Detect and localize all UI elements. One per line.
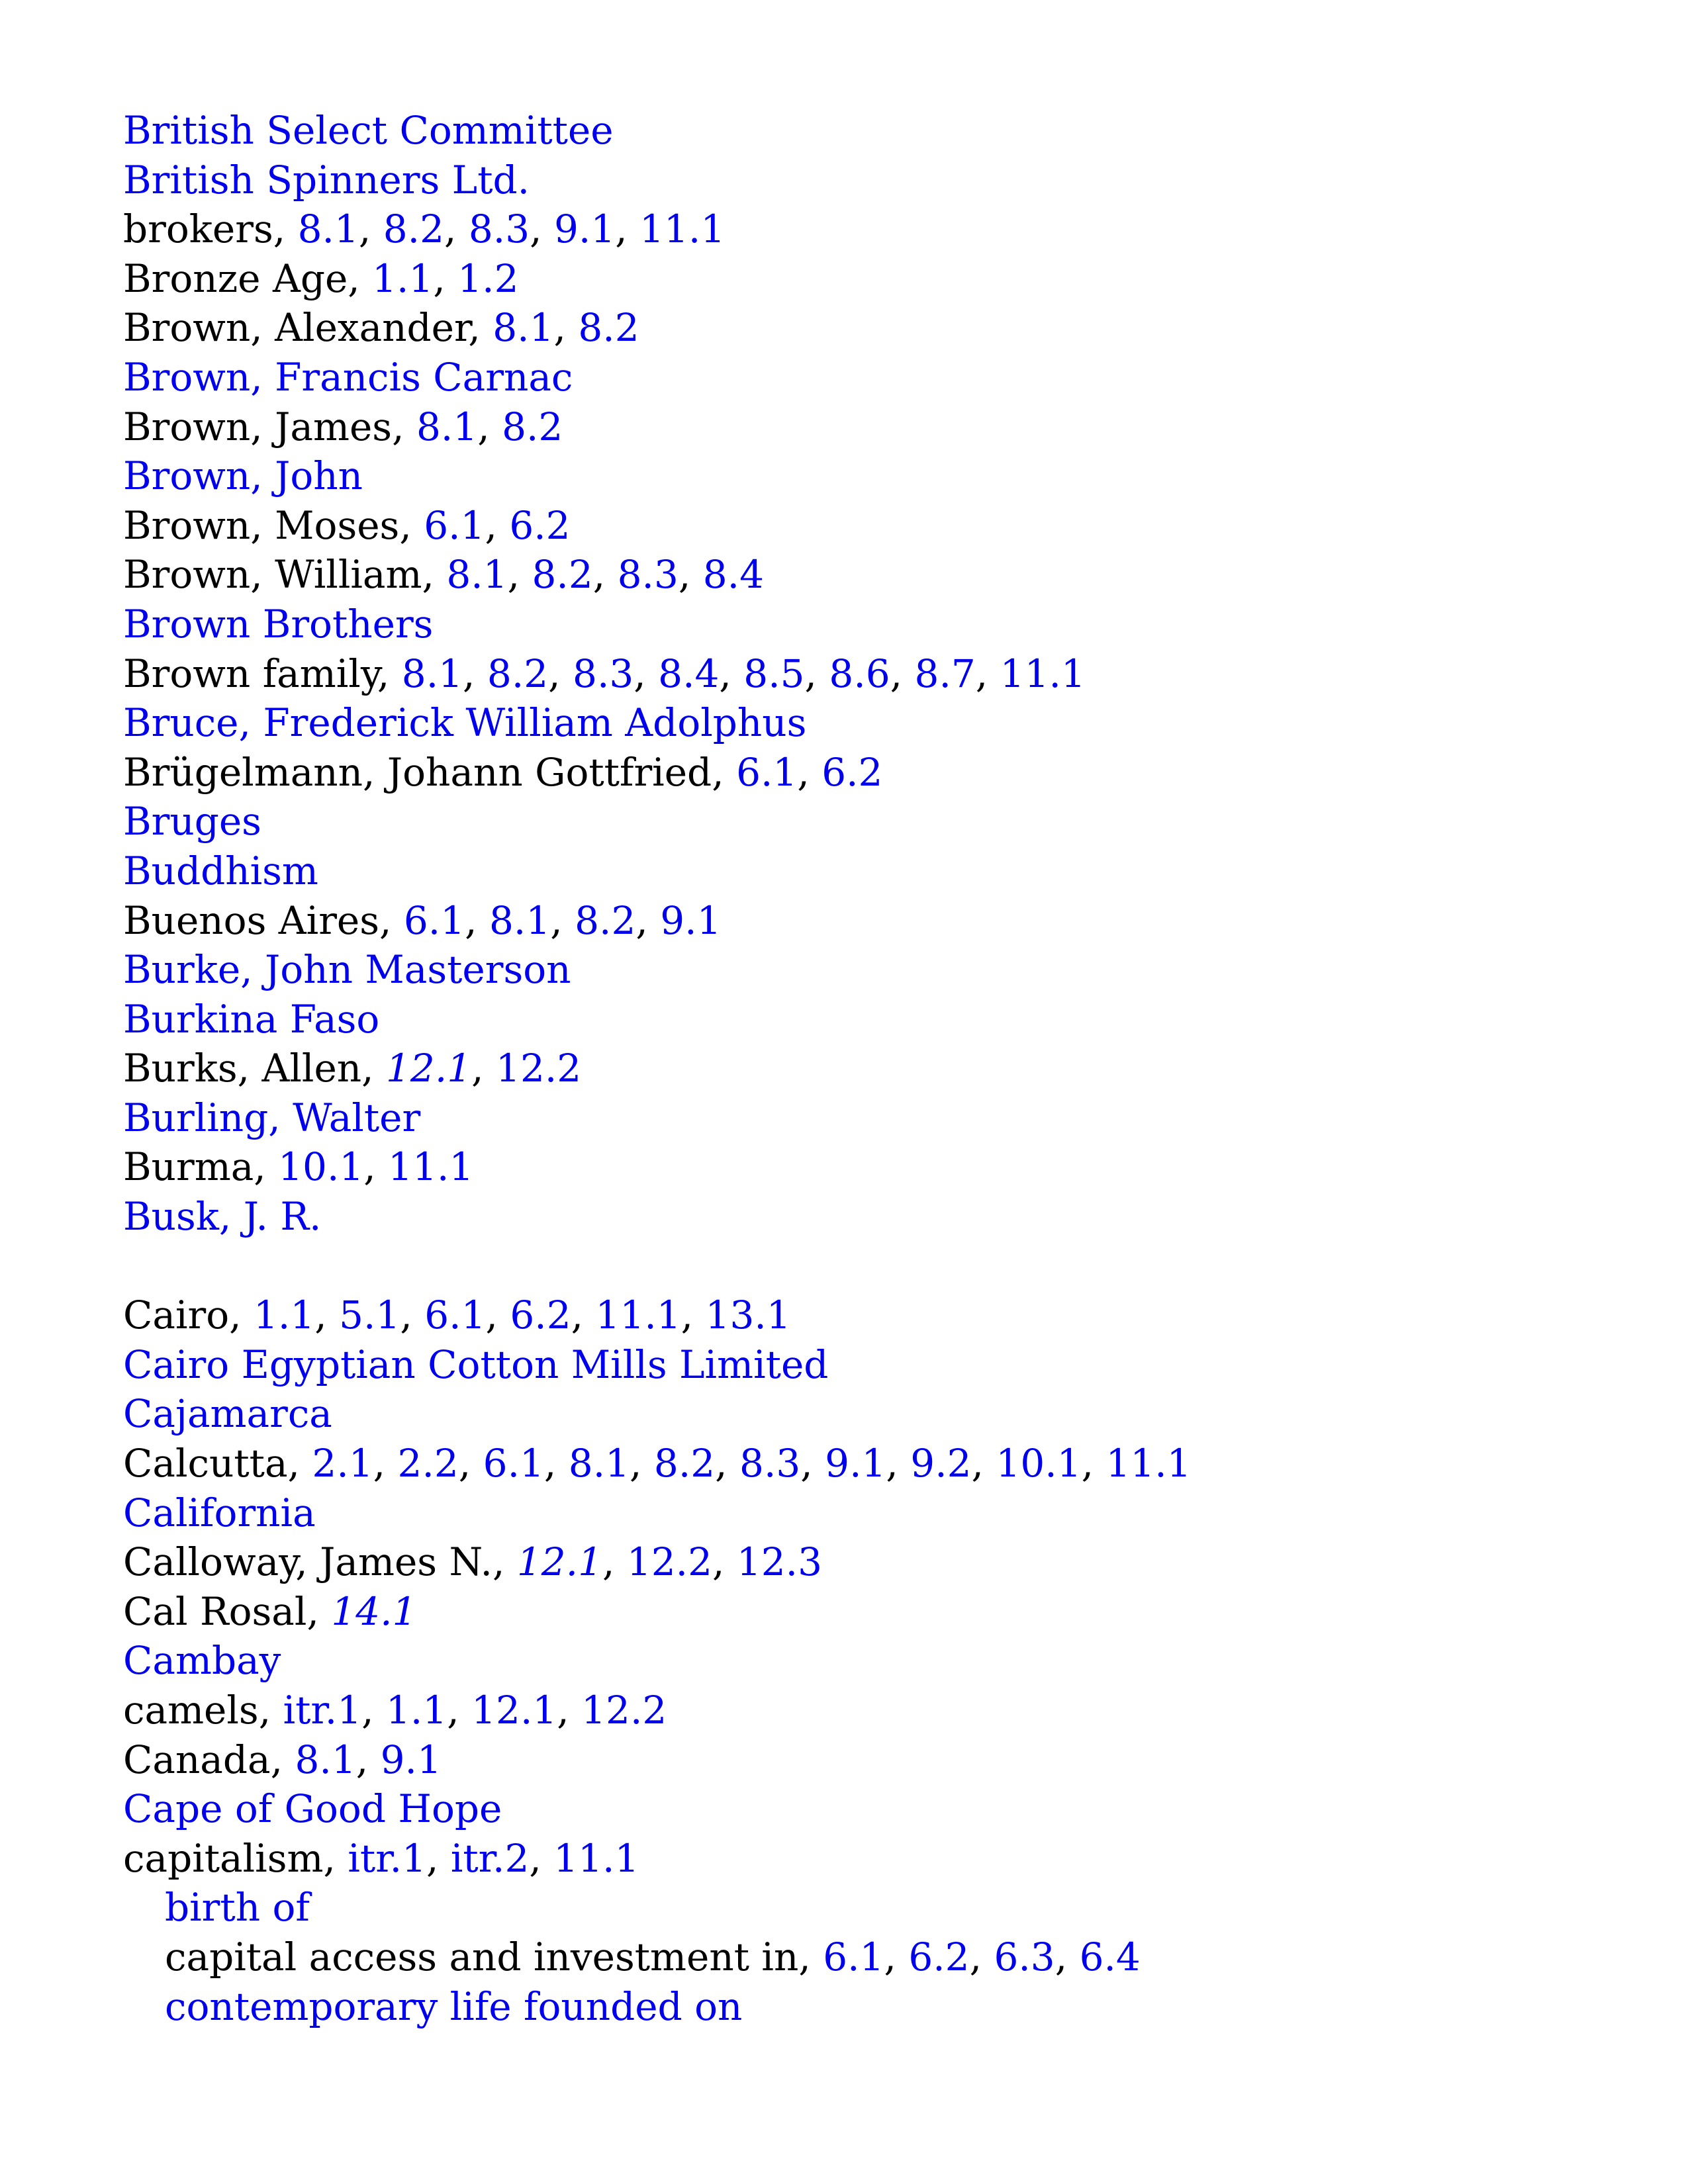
index-term: Brown, James: [123, 404, 393, 449]
index-term: brokers: [123, 206, 273, 252]
index-term: camels: [123, 1688, 259, 1733]
page-reference-link[interactable]: 2.1: [312, 1441, 373, 1486]
page-reference-link[interactable]: 8.1: [489, 897, 551, 943]
page-reference-link[interactable]: 8.2: [653, 1441, 716, 1486]
page-reference-link[interactable]: 9.1: [660, 897, 722, 943]
page-reference-link[interactable]: 9.1: [553, 206, 616, 252]
page-reference-link[interactable]: 10.1: [996, 1441, 1082, 1486]
page-reference-link[interactable]: 1.1: [386, 1688, 447, 1733]
page-reference-link[interactable]: 11.1: [553, 1835, 639, 1881]
index-term-link[interactable]: contemporary life founded on: [165, 1983, 743, 2029]
index-term-link[interactable]: Cairo Egyptian Cotton Mills Limited: [123, 1342, 829, 1387]
index-term-link[interactable]: Brown, John: [123, 453, 363, 499]
index-entry: Brown, Alexander, 8.1, 8.2: [123, 305, 639, 351]
index-term: capitalism: [123, 1835, 324, 1881]
page-reference-link[interactable]: 8.7: [914, 651, 976, 696]
index-entry: capitalism, itr.1, itr.2, 11.1: [123, 1835, 639, 1881]
index-entry: Brown, James, 8.1, 8.2: [123, 404, 563, 449]
page-reference-link[interactable]: 6.1: [823, 1934, 884, 1979]
page-reference-link[interactable]: 12.2: [581, 1688, 667, 1733]
index-subentry: [123, 1883, 1579, 1933]
page-reference-link[interactable]: 9.1: [380, 1737, 442, 1782]
page-reference-link[interactable]: 6.1: [424, 1293, 486, 1338]
index-entry: [123, 1192, 1579, 1242]
index-term-link[interactable]: Buddhism: [123, 848, 318, 893]
page-reference-link[interactable]: 8.3: [739, 1441, 801, 1486]
page-reference-link[interactable]: 12.1: [516, 1539, 602, 1585]
index-entry: [123, 1389, 1579, 1439]
page-reference-link[interactable]: 11.1: [1000, 651, 1086, 696]
index-term-link[interactable]: Cape of Good Hope: [123, 1786, 502, 1832]
index-entry: [123, 600, 1579, 649]
index-term: Calloway, James N.: [123, 1539, 492, 1585]
index-entry: Brown family, 8.1, 8.2, 8.3, 8.4, 8.5, 8.6, 8.7, 11.1: [123, 651, 1086, 696]
page-reference-link[interactable]: 8.3: [573, 651, 634, 696]
page-reference-link[interactable]: 8.2: [575, 897, 636, 943]
index-term-link[interactable]: Bruges: [123, 799, 261, 844]
page-reference-link[interactable]: 8.1: [297, 206, 359, 252]
page-reference-link[interactable]: 8.1: [416, 404, 478, 449]
index-entry: Calloway, James N., 12.1, 12.2, 12.3: [123, 1539, 823, 1585]
index-entry: [123, 1340, 1579, 1390]
page-reference-link[interactable]: 8.1: [446, 552, 508, 598]
index-entry: [123, 353, 1579, 402]
index-entry: [123, 995, 1579, 1044]
page-reference-link[interactable]: 8.1: [568, 1441, 630, 1486]
index-term-link[interactable]: Burling, Walter: [123, 1095, 421, 1140]
page-reference-link[interactable]: 1.2: [457, 255, 519, 301]
index-term: Buenos Aires: [123, 897, 380, 943]
index-entry: Calcutta, 2.1, 2.2, 6.1, 8.1, 8.2, 8.3, 9.1, 9.2, 10.1, 11.1: [123, 1441, 1192, 1486]
page-reference-link[interactable]: 13.1: [705, 1293, 791, 1338]
index-term-link[interactable]: Burke, John Masterson: [123, 947, 571, 993]
index-entry: [123, 1784, 1579, 1834]
index-term: Bronze Age: [123, 255, 348, 301]
letter-group-spacer: [123, 1242, 1579, 1291]
page-reference-link[interactable]: 8.6: [829, 651, 890, 696]
index-term-link[interactable]: California: [123, 1490, 316, 1535]
index-term: Brown, Alexander: [123, 305, 469, 351]
index-entry: [123, 1488, 1579, 1538]
index-entry: Cal Rosal, 14.1: [123, 1588, 417, 1634]
index-term: Brown, William: [123, 552, 422, 598]
page-reference-link[interactable]: 11.1: [1105, 1441, 1192, 1486]
page-reference-link[interactable]: 6.4: [1079, 1934, 1141, 1979]
index-entry: [123, 1093, 1579, 1143]
page-reference-link[interactable]: 2.2: [397, 1441, 459, 1486]
page-reference-link[interactable]: 8.3: [468, 206, 530, 252]
index-term: Brown, Moses: [123, 502, 400, 548]
index-entry: [123, 945, 1579, 995]
page-reference-link[interactable]: itr.1: [348, 1835, 426, 1881]
page-reference-link[interactable]: 11.1: [595, 1293, 681, 1338]
index-term: Cal Rosal: [123, 1588, 307, 1634]
index-entry: [123, 846, 1579, 896]
index-term: Burks, Allen: [123, 1046, 362, 1091]
index-entry: Brown, Moses, 6.1, 6.2: [123, 502, 571, 548]
page-reference-link[interactable]: 1.1: [372, 255, 434, 301]
page-reference-link[interactable]: 8.1: [401, 651, 463, 696]
index-term-link[interactable]: birth of: [165, 1885, 310, 1931]
index-term-link[interactable]: Brown, Francis Carnac: [123, 354, 573, 400]
page-reference-link[interactable]: 8.1: [492, 305, 554, 351]
page-reference-link[interactable]: 6.1: [403, 897, 465, 943]
page-reference-link[interactable]: 6.2: [821, 749, 883, 795]
index-entry: Canada, 8.1, 9.1: [123, 1737, 442, 1782]
index-subentry: capital access and investment in, 6.1, 6.2, 6.3, 6.4: [165, 1934, 1141, 1979]
index-entry: Cairo, 1.1, 5.1, 6.1, 6.2, 11.1, 13.1: [123, 1293, 791, 1338]
index-entry: Burks, Allen, 12.1, 12.2: [123, 1046, 582, 1091]
page-reference-link[interactable]: 1.1: [254, 1293, 315, 1338]
page-reference-link[interactable]: 8.2: [502, 404, 563, 449]
page-reference-link[interactable]: itr.1: [283, 1688, 362, 1733]
page-reference-link[interactable]: 8.2: [578, 305, 639, 351]
page-reference-link[interactable]: 12.2: [626, 1539, 712, 1585]
index-term-link[interactable]: British Spinners Ltd.: [123, 157, 530, 203]
page-reference-link[interactable]: 6.1: [424, 502, 485, 548]
page-reference-link[interactable]: 8.2: [487, 651, 549, 696]
index-entry: Brown, William, 8.1, 8.2, 8.3, 8.4: [123, 552, 765, 598]
page-reference-link[interactable]: 12.2: [496, 1046, 582, 1091]
index-entry: [123, 698, 1579, 748]
index-subentry: [123, 1982, 1579, 2032]
page-reference-link[interactable]: 9.2: [910, 1441, 972, 1486]
index-entry: brokers, 8.1, 8.2, 8.3, 9.1, 11.1: [123, 206, 726, 252]
index-entry: Brügelmann, Johann Gottfried, 6.1, 6.2: [123, 749, 883, 795]
index-term-link[interactable]: Bruce, Frederick William Adolphus: [123, 700, 807, 746]
page-reference-link[interactable]: 8.5: [743, 651, 805, 696]
page-reference-link[interactable]: 12.1: [386, 1046, 472, 1091]
index-term-link[interactable]: Busk, J. R.: [123, 1194, 322, 1240]
index-term: Canada: [123, 1737, 271, 1782]
page-reference-link[interactable]: 6.1: [736, 749, 798, 795]
index-term: capital access and investment in: [165, 1934, 799, 1979]
index-entry: camels, itr.1, 1.1, 12.1, 12.2: [123, 1688, 667, 1733]
page-reference-link[interactable]: itr.2: [450, 1835, 530, 1881]
index-entry: Buenos Aires, 6.1, 8.1, 8.2, 9.1: [123, 897, 722, 943]
index-entry: [123, 156, 1579, 205]
page-reference-link[interactable]: 8.2: [532, 552, 593, 598]
index-term: Calcutta: [123, 1441, 288, 1486]
index-entry: [123, 1636, 1579, 1686]
page-reference-link[interactable]: 6.3: [994, 1934, 1055, 1979]
page-reference-link[interactable]: 6.2: [908, 1934, 970, 1979]
page-reference-link[interactable]: 8.4: [702, 552, 765, 598]
page-reference-link[interactable]: 8.2: [383, 206, 444, 252]
page-reference-link[interactable]: 11.1: [639, 206, 726, 252]
index-entry: [123, 106, 1579, 156]
page-reference-link[interactable]: 8.1: [295, 1737, 356, 1782]
index-entry: Burma, 10.1, 11.1: [123, 1144, 474, 1190]
index-term-link[interactable]: Burkina Faso: [123, 996, 380, 1042]
page-reference-link[interactable]: 12.3: [736, 1539, 823, 1585]
page-reference-link[interactable]: 8.3: [617, 552, 679, 598]
index-entry: [123, 797, 1579, 846]
index-entry: Bronze Age, 1.1, 1.2: [123, 255, 519, 301]
index-entry: [123, 451, 1579, 501]
index-term: Brügelmann, Johann Gottfried: [123, 749, 712, 795]
page-reference-link[interactable]: 6.2: [510, 1293, 571, 1338]
index-page: [123, 106, 1579, 2031]
page-reference-link[interactable]: 9.1: [825, 1441, 886, 1486]
page-reference-link[interactable]: 6.2: [509, 502, 571, 548]
index-term-link[interactable]: Brown Brothers: [123, 601, 434, 647]
index-term: Cairo: [123, 1293, 230, 1338]
page-reference-link[interactable]: 14.1: [331, 1588, 417, 1634]
page-reference-link[interactable]: 8.4: [658, 651, 720, 696]
index-term-link[interactable]: Cambay: [123, 1638, 281, 1684]
index-term-link[interactable]: British Select Committee: [123, 108, 614, 153]
index-term: Brown family: [123, 651, 377, 696]
page-reference-link[interactable]: 6.1: [483, 1441, 544, 1486]
page-reference-link[interactable]: 11.1: [388, 1144, 474, 1190]
page-reference-link[interactable]: 12.1: [471, 1688, 557, 1733]
index-term: Burma: [123, 1144, 254, 1190]
page-reference-link[interactable]: 5.1: [339, 1293, 400, 1338]
index-term-link[interactable]: Cajamarca: [123, 1391, 332, 1437]
page-reference-link[interactable]: 10.1: [278, 1144, 364, 1190]
